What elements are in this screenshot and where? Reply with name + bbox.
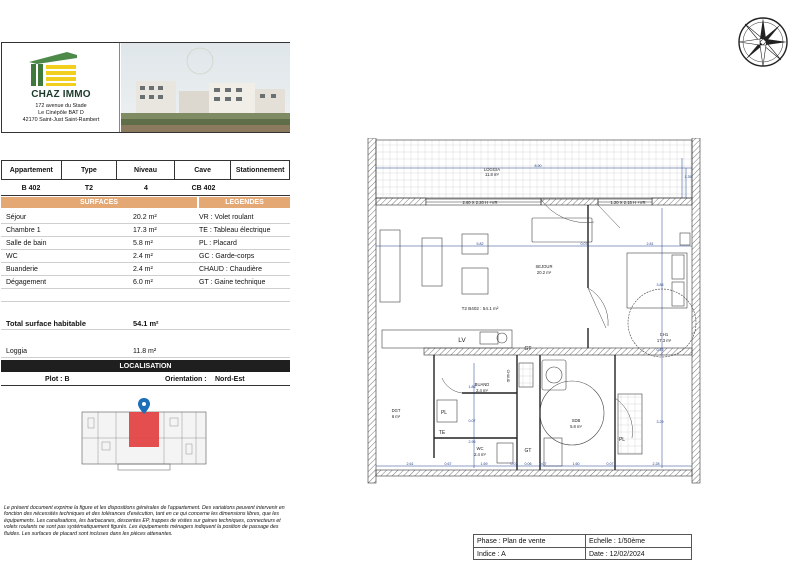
room-area: 6.0 m² (133, 279, 153, 286)
date: Date : 12/02/2024 (589, 550, 645, 558)
localisation-row (1, 373, 290, 386)
value-level: 4 (144, 185, 148, 192)
sdb-area: 5.8 m² (570, 424, 582, 429)
location-mini-plan (78, 398, 210, 474)
address-line-3: 42170 Saint-Just Saint-Rambert (22, 117, 100, 123)
gt-label-2: GT (524, 448, 532, 454)
compass-rose-icon (733, 12, 793, 72)
dim: 0.07 (580, 242, 588, 246)
table-row-empty (1, 290, 290, 302)
te-label: TE (438, 430, 446, 436)
dim: 0.67 (444, 462, 452, 466)
loggia-value: 11.8 m² (133, 348, 157, 355)
value-type: T2 (84, 185, 94, 192)
ch1-name: CH1 (659, 332, 669, 337)
room-area: 2.4 m² (133, 253, 153, 260)
dim: 8.90 (534, 164, 542, 168)
dim: 1.35 (684, 175, 692, 179)
loggia-label: Loggia (6, 348, 28, 355)
pl-label-1: PL (440, 410, 448, 416)
col-parking: Stationnement (235, 166, 285, 174)
table-row (1, 277, 290, 289)
revision-index: Indice : A (477, 550, 506, 558)
dim: 1.69 (480, 462, 488, 466)
dim: 2.95 (468, 440, 476, 444)
localisation-bar (1, 360, 290, 372)
buand-area: 2.4 m² (476, 388, 488, 393)
wc-name: WC (476, 446, 484, 451)
chaud-label: CHAUD (506, 369, 510, 383)
room-name: Buanderie (6, 266, 38, 273)
dim: 0.07 (468, 419, 476, 423)
room-name: WC (6, 253, 18, 260)
dim: 2.81 (646, 242, 654, 246)
value-cellar: CB 402 (191, 185, 216, 192)
orientation-value: Nord-Est (215, 375, 245, 383)
dim: 2.61 (406, 462, 414, 466)
room-area: 17.3 m² (133, 227, 157, 234)
legend-item: VR : Volet roulant (199, 214, 254, 221)
dim: 1.60 (572, 462, 580, 466)
header-card (1, 42, 290, 133)
room-name: Salle de bain (6, 240, 47, 247)
table-header-row (1, 160, 290, 180)
plot-label: Plot : B (45, 375, 70, 383)
sejour-name: SEJOUR (535, 264, 553, 269)
address-line-1: 172 avenue du Stade (35, 103, 87, 109)
deg-area: 6 m² (391, 414, 401, 419)
table-row (1, 238, 290, 250)
legend-item: TE : Tableau électrique (199, 227, 271, 234)
legend-item: GT : Gaine technique (199, 279, 266, 286)
sdb-name: SDB (571, 418, 581, 423)
sejour-area: 20.2 m² (536, 270, 552, 275)
legend-item: PL : Placard (199, 240, 237, 247)
legend-item: GC : Garde-corps (199, 253, 255, 260)
loggia-area: 11.8 m² (485, 172, 499, 177)
surfaces-title: SURFACES (1, 197, 197, 208)
dim: 3.85 (656, 283, 664, 287)
col-cellar: Cave (175, 161, 232, 179)
dim: 0.07 (606, 462, 614, 466)
dim: 0.06 (524, 462, 532, 466)
phase: Phase : Plan de vente (477, 537, 546, 545)
logo-area (2, 43, 120, 132)
total-label: Total surface habitable (6, 318, 86, 328)
room-area: 5.8 m² (133, 240, 153, 247)
value-parking (232, 182, 290, 195)
ch1-area: 17.3 m² (656, 338, 672, 343)
gt-label-1: GT (524, 346, 532, 352)
deg-name: DGT (391, 408, 401, 413)
localisation-title: LOCALISATION (1, 360, 290, 372)
chaz-immo-logo-icon (27, 50, 79, 90)
section-bars (1, 197, 290, 208)
address-line-2: Le Cinépôle BAT D (38, 110, 84, 116)
loggia-name: LOGGIA (483, 167, 501, 172)
dim: 5.82 (476, 242, 484, 246)
dim: 0.07 (539, 462, 547, 466)
col-type: Type (62, 161, 118, 179)
table-row (1, 251, 290, 263)
dim: 0.15 (656, 348, 664, 352)
wc-area: 2.4 m² (474, 452, 486, 457)
brand-name: CHAZ IMMO (31, 89, 91, 100)
table-row (1, 264, 290, 276)
room-area: 2.4 m² (133, 266, 153, 273)
window-label-1: 2.60 X 2.20 H +VR (462, 200, 498, 205)
dim: 0.07 (510, 462, 518, 466)
col-apartment: Appartement (2, 161, 62, 179)
pl-label-2: PL (618, 437, 626, 443)
table-value-row (1, 182, 290, 196)
legend-item: CHAUD : Chaudière (199, 266, 263, 273)
window-label-2: 1.20 X 2.15 H +VR (610, 200, 646, 205)
orientation-label: Orientation : (165, 375, 207, 383)
table-row (1, 212, 290, 224)
title-block (473, 534, 692, 560)
table-row (1, 225, 290, 237)
dim: 1.86 (468, 385, 476, 389)
room-name: Chambre 1 (6, 227, 41, 234)
dim: 2.28 (652, 462, 660, 466)
buand-name: BUAND (474, 382, 490, 387)
building-render-image (121, 43, 290, 132)
room-name: Dégagement (6, 279, 47, 286)
loggia-row (1, 346, 290, 358)
room-name: Séjour (6, 214, 27, 221)
location-pin-icon (138, 398, 150, 414)
disclaimer-text: Le présent document exprime la figure et les dispositions générales de l'appartement. Des variations peuvent intervenir en fonction des nécessités techniques et des tolérances d'exécution, tant en ce qui concerne les dimensions libres, que les équipements. Les canalisations, les barbacanes, descentes EP, trappes de visites sur gaines techniques, connecteurs et volets roulants ne sont pas systématiquement figurés. Les équipements ménagers indiquent la position de passage des fluides. Les surfaces de placard sont incluses dans les pièces attenantes. (4, 505, 285, 537)
total-value: 54.1 m² (133, 318, 159, 328)
floor-plan (362, 138, 712, 488)
total-row (1, 317, 290, 330)
dim: 3.29 (656, 420, 664, 424)
value-apartment: B 402 (21, 185, 41, 192)
loggia-area (376, 140, 692, 198)
apartment-total-label: T2 B402 : 54.1 m² (461, 306, 499, 311)
col-level: Niveau (117, 161, 175, 179)
room-area: 20.2 m² (133, 214, 157, 221)
lv-label: LV (458, 337, 466, 344)
scale: Echelle : 1/50ème (589, 537, 646, 545)
legend-title: LEGENDES (199, 197, 290, 208)
